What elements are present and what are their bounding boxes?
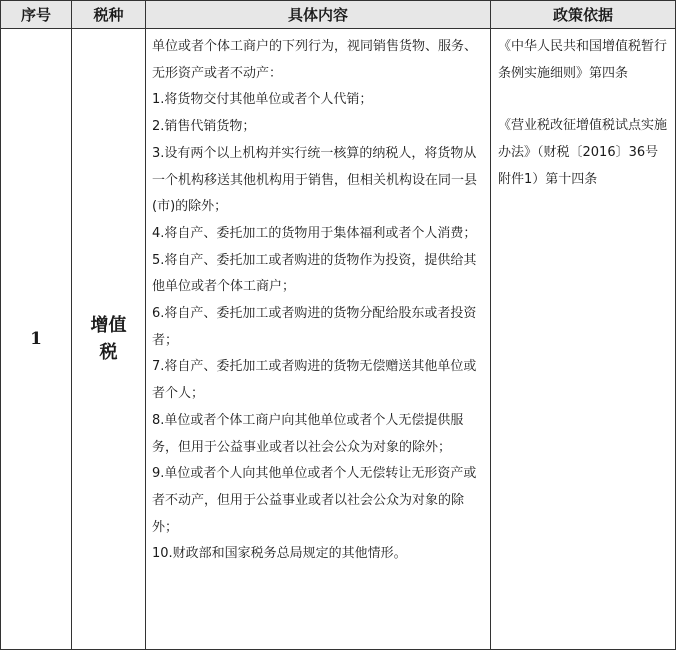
content-item-3: 3.设有两个以上机构并实行统一核算的纳税人，将货物从一个机构移送其他机构用于销售，但相关机构设在同一县(市)的除外；: [152, 145, 478, 215]
content-item-5: 5.将自产、委托加工或者购进的货物作为投资，提供给其他单位或者个体工商户；: [152, 252, 477, 295]
content-item-2: 2.销售代销货物；: [152, 119, 256, 135]
basis-item-2: 《营业税改征增值税试点实施办法》（财税〔2016〕36号附件1）第十四条: [498, 118, 668, 187]
content-item-10: 10.财政部和国家税务总局规定的其他情形。: [152, 546, 407, 562]
table-header-row: [1, 1, 676, 29]
basis-item-1: 《中华人民共和国增值税暂行条例实施细则》第四条: [498, 39, 668, 81]
content-intro: 单位或者个体工商户的下列行为，视同销售货物、服务、无形资产或者不动产：: [152, 39, 478, 81]
tax-type: 增值税: [90, 315, 127, 363]
header-basis: 政策依据: [491, 1, 676, 29]
content-cell: [146, 29, 491, 650]
table-row: [1, 29, 676, 650]
content-item-9: 9.单位或者个人向其他单位或者个人无偿转让无形资产或者不动产，但用于公益事业或者以社会公众为对象的除外；: [152, 466, 477, 535]
tax-type-cell: [72, 29, 146, 650]
header-no: 序号: [1, 1, 72, 29]
header-tax: 税种: [72, 1, 146, 29]
basis-cell: [491, 29, 676, 650]
content-item-8: 8.单位或者个体工商户向其他单位或者个人无偿提供服务，但用于公益事业或者以社会公众为对象的除外；: [152, 412, 464, 455]
content-item-6: 6.将自产、委托加工或者购进的货物分配给股东或者投资者；: [152, 306, 477, 348]
content-item-7: 7.将自产、委托加工或者购进的货物无偿赠送其他单位或者个人；: [152, 359, 477, 402]
content-item-4: 4.将自产、委托加工的货物用于集体福利或者个人消费；: [152, 225, 477, 241]
row-number: 1: [1, 29, 72, 650]
basis-spacer: [498, 87, 671, 113]
content-item-1: 1.将货物交付其他单位或者个人代销；: [152, 92, 373, 108]
header-content: 具体内容: [146, 1, 491, 29]
